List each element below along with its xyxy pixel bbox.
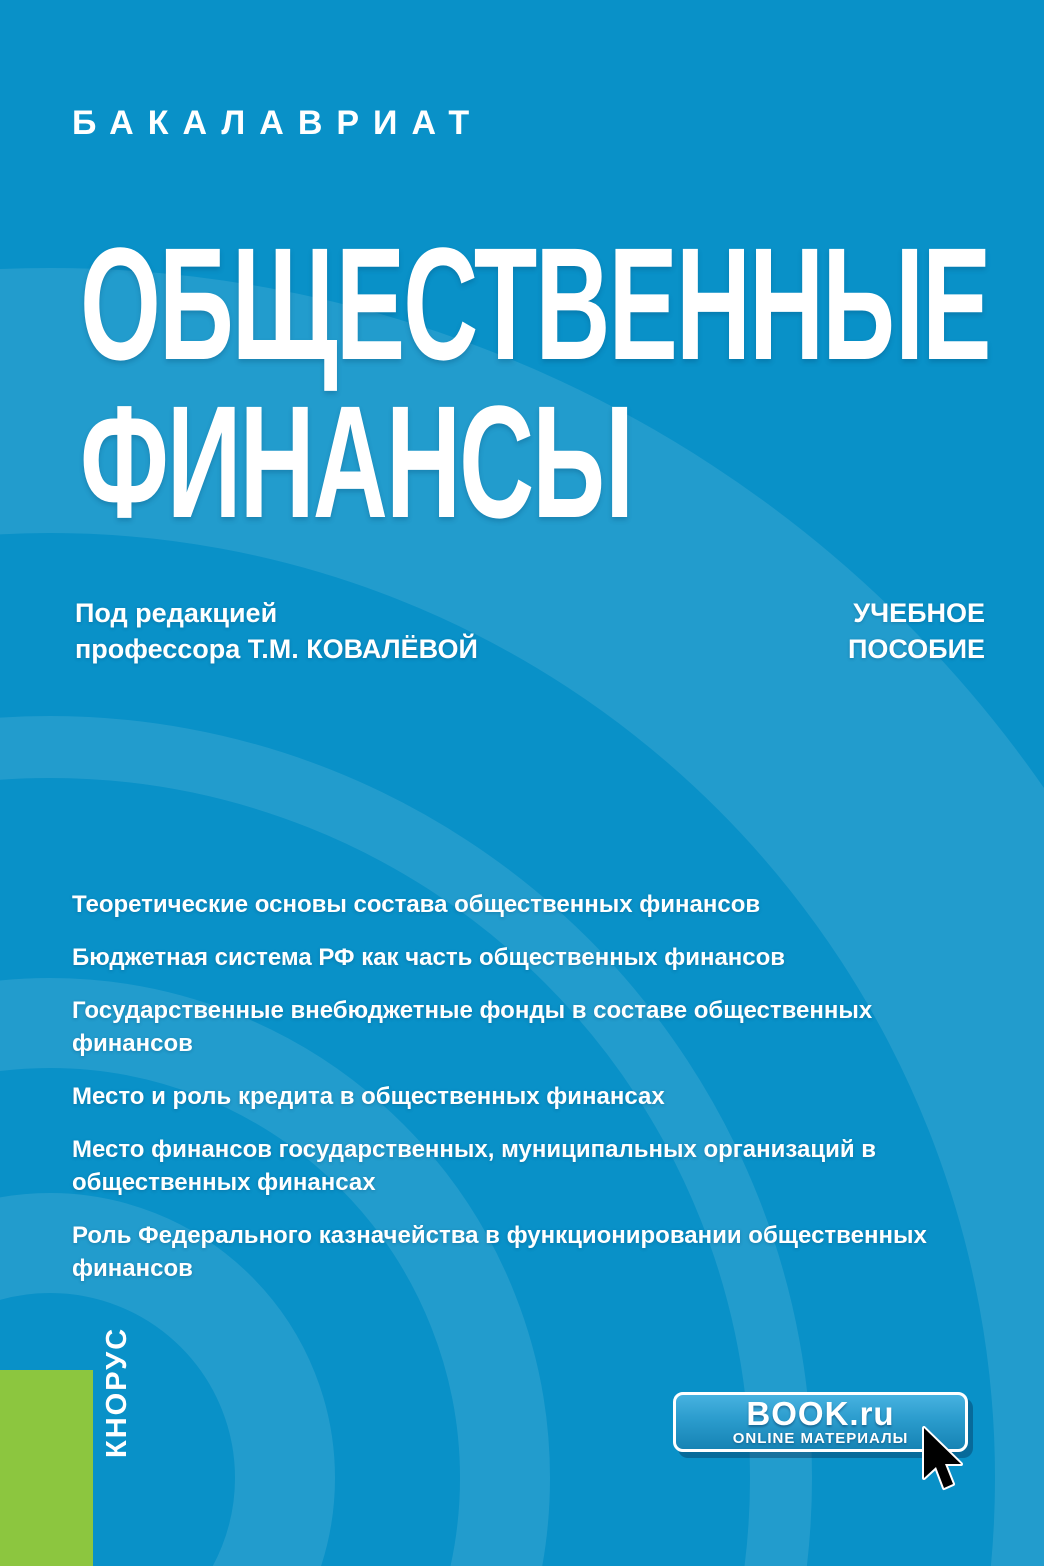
topic-item: Место и роль кредита в общественных финансах bbox=[72, 1083, 665, 1110]
edition-type bbox=[848, 595, 985, 667]
publisher-name: КНОРУС bbox=[101, 1326, 133, 1458]
editors-credit-line2: профессора Т.М. КОВАЛЁВОЙ bbox=[75, 634, 478, 664]
book-ru-badge-title: BOOK.ru bbox=[746, 1395, 895, 1432]
topic-item: Государственные внебюджетные фонды в составе общественных финансов bbox=[72, 997, 873, 1057]
edition-type-line1: УЧЕБНОЕ bbox=[853, 598, 985, 628]
topic-item: Роль Федерального казначейства в функционировании общественных финансов bbox=[72, 1222, 927, 1282]
publisher-logo-square bbox=[0, 1370, 93, 1566]
editors-credit-line1: Под редакцией bbox=[75, 598, 278, 628]
book-title-line2: ФИНАНСЫ bbox=[80, 372, 633, 551]
book-title-line1: ОБЩЕСТВЕННЫЕ bbox=[80, 214, 990, 393]
book-title bbox=[80, 214, 1044, 551]
topic-item: Теоретические основы состава общественных финансов bbox=[72, 891, 761, 918]
editors-credit bbox=[75, 595, 478, 667]
topic-item: Место финансов государственных, муниципальных организаций в общественных финансах bbox=[72, 1136, 877, 1196]
cursor-arrow-icon bbox=[920, 1426, 966, 1498]
book-ru-badge-subtitle: ONLINE МАТЕРИАЛЫ bbox=[732, 1430, 909, 1447]
topic-item: Бюджетная система РФ как часть общественных финансов bbox=[72, 944, 786, 971]
edition-type-line2: ПОСОБИЕ bbox=[847, 634, 985, 664]
series-label: БАКАЛАВРИАТ bbox=[72, 104, 484, 142]
topics-list bbox=[72, 888, 972, 1305]
